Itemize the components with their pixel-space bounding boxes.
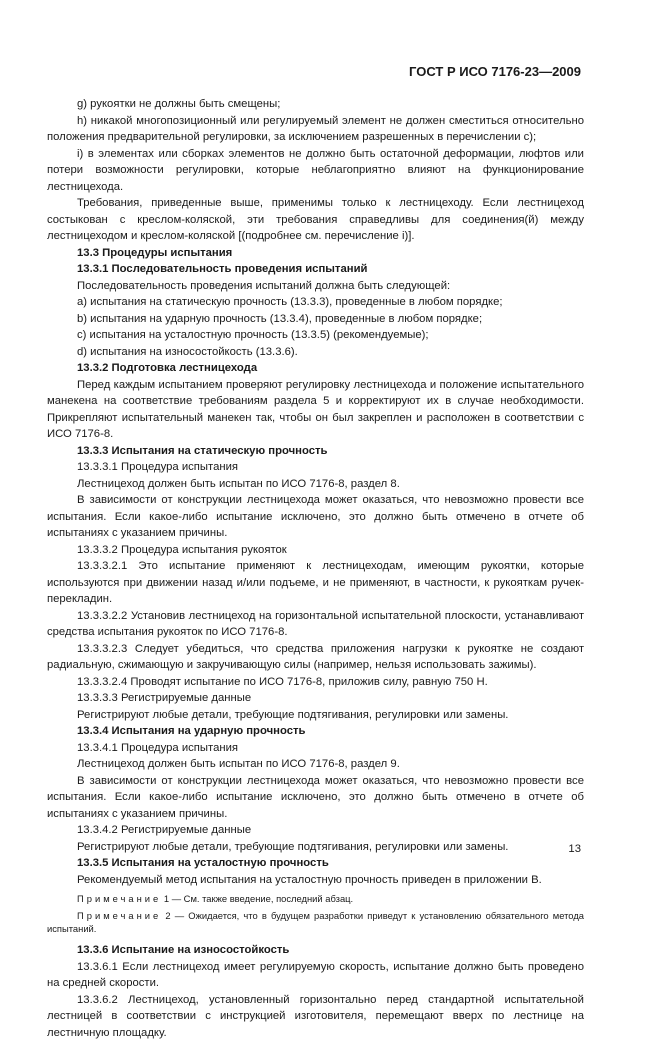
test-sequence-item-d: d) испытания на износостойкость (13.3.6). xyxy=(47,344,584,361)
section-13-3-3-1-text2: В зависимости от конструкции лестницехода может оказаться, что невозможно провести все испытания. Если какое-либо испытание исключено, это должно быть отмечено в отчете об испытаниях с указанием причины. xyxy=(47,492,584,542)
section-13-3-4-1-text: Лестницеход должен быть испытан по ИСО 7176-8, раздел 9. xyxy=(47,756,584,773)
test-sequence-item-b: b) испытания на ударную прочность (13.3.4), проведенные в любом порядке; xyxy=(47,311,584,328)
note-2-number: 2 xyxy=(165,910,170,921)
test-sequence-item-a: a) испытания на статическую прочность (13.3.3), проведенные в любом порядке; xyxy=(47,294,584,311)
section-13-3-3-1-title: 13.3.3.1 Процедура испытания xyxy=(47,459,584,476)
note-2-text: — Ожидается, что в будущем разработки приведут к установлению обязательного метода испытаний. xyxy=(47,910,584,934)
section-13-3-4-2-title: 13.3.4.2 Регистрируемые данные xyxy=(47,822,584,839)
note-1-text: — См. также введение, последний абзац. xyxy=(169,893,353,904)
section-13-3-4-2-text: Регистрируют любые детали, требующие подтягивания, регулировки или замены. xyxy=(47,839,584,856)
section-13-3-3-2-3: 13.3.3.2.3 Следует убедиться, что средства приложения нагрузки к рукоятке не создают радиальную, сжимающую и закручивающую силы (например, нельзя использовать зажимы). xyxy=(47,641,584,674)
section-13-3-1-title: 13.3.1 Последовательность проведения испытаний xyxy=(47,261,584,278)
section-13-3-3-title: 13.3.3 Испытания на статическую прочность xyxy=(47,443,584,460)
note-2 xyxy=(47,909,584,935)
section-13-3-3-1-text: Лестницеход должен быть испытан по ИСО 7176-8, раздел 8. xyxy=(47,476,584,493)
section-13-3-3-2-title: 13.3.3.2 Процедура испытания рукояток xyxy=(47,542,584,559)
section-13-3-3-3-text: Регистрируют любые детали, требующие подтягивания, регулировки или замены. xyxy=(47,707,584,724)
section-13-3-4-1-title: 13.3.4.1 Процедура испытания xyxy=(47,740,584,757)
list-item-i: i) в элементах или сборках элементов не должно быть остаточной деформации, люфтов или потери возможности регулировки, которые неблагоприятно влияют на функционирование лестницехода. xyxy=(47,146,584,196)
section-13-3-4-1-text2: В зависимости от конструкции лестницехода может оказаться, что невозможно провести все испытания. Если какое-либо испытание исключено, это должно быть отмечено в отчете об испытаниях с указанием причины. xyxy=(47,773,584,823)
section-13-3-title: 13.3 Процедуры испытания xyxy=(47,245,584,262)
section-13-3-6-title: 13.3.6 Испытание на износостойкость xyxy=(47,942,584,959)
section-13-3-1-intro: Последовательность проведения испытаний должна быть следующей: xyxy=(47,278,584,295)
list-item-h: h) никакой многопозиционный или регулируемый элемент не должен сместиться относительно положения предварительной регулировки, за исключением разрешенных в перечислении с); xyxy=(47,113,584,146)
section-13-3-2-text: Перед каждым испытанием проверяют регулировку лестницехода и положение испытательного манекена на соответствие требованиям раздела 5 и корректируют их в случае необходимости. Прикрепляют испытательный манекен так, чтобы он был закреплен и расположен в соответствии с ИСО 7176-8. xyxy=(47,377,584,443)
section-13-3-2-title: 13.3.2 Подготовка лестницехода xyxy=(47,360,584,377)
document-header: ГОСТ Р ИСО 7176-23—2009 xyxy=(0,64,581,79)
page-number: 13 xyxy=(0,843,581,855)
test-sequence-item-c: c) испытания на усталостную прочность (13.3.5) (рекомендуемые); xyxy=(47,327,584,344)
requirements-note: Требования, приведенные выше, применимы только к лестницеходу. Если лестницеход состыкован с креслом-коляской, эти требования справедливы для соединения(й) между лестницеходом и креслом-коляской [(подробнее см. перечисление i)]. xyxy=(47,195,584,245)
section-13-3-3-2-4: 13.3.3.2.4 Проводят испытание по ИСО 7176-8, приложив силу, равную 750 Н. xyxy=(47,674,584,691)
section-13-3-6-1: 13.3.6.1 Если лестницеход имеет регулируемую скорость, испытание должно быть проведено на средней скорости. xyxy=(47,959,584,992)
list-item-g: g) рукоятки не должны быть смещены; xyxy=(47,96,584,113)
section-13-3-4-title: 13.3.4 Испытания на ударную прочность xyxy=(47,723,584,740)
note-1-label: Примечание xyxy=(77,893,161,904)
section-13-3-3-2-1: 13.3.3.2.1 Это испытание применяют к лестницеходам, имеющим рукоятки, которые используются при движении назад и/или подъеме, и не применяют, в частности, к рукояткам ручек-перекладин. xyxy=(47,558,584,608)
section-13-3-3-2-2: 13.3.3.2.2 Установив лестницеход на горизонтальной испытательной плоскости, устанавливают средства испытания рукояток по ИСО 7176-8. xyxy=(47,608,584,641)
section-13-3-5-title: 13.3.5 Испытания на усталостную прочность xyxy=(47,855,584,872)
note-1 xyxy=(47,892,584,905)
note-1-number: 1 xyxy=(164,893,169,904)
section-13-3-3-3-title: 13.3.3.3 Регистрируемые данные xyxy=(47,690,584,707)
note-2-label: Примечание xyxy=(77,910,161,921)
section-13-3-5-text: Рекомендуемый метод испытания на усталостную прочность приведен в приложении В. xyxy=(47,872,584,889)
page-body xyxy=(47,96,584,1041)
section-13-3-6-2: 13.3.6.2 Лестницеход, установленный горизонтально перед стандартной испытательной лестницей в соответствии с инструкцией изготовителя, перемещают вверх по лестнице на лестничную площадку. xyxy=(47,992,584,1041)
